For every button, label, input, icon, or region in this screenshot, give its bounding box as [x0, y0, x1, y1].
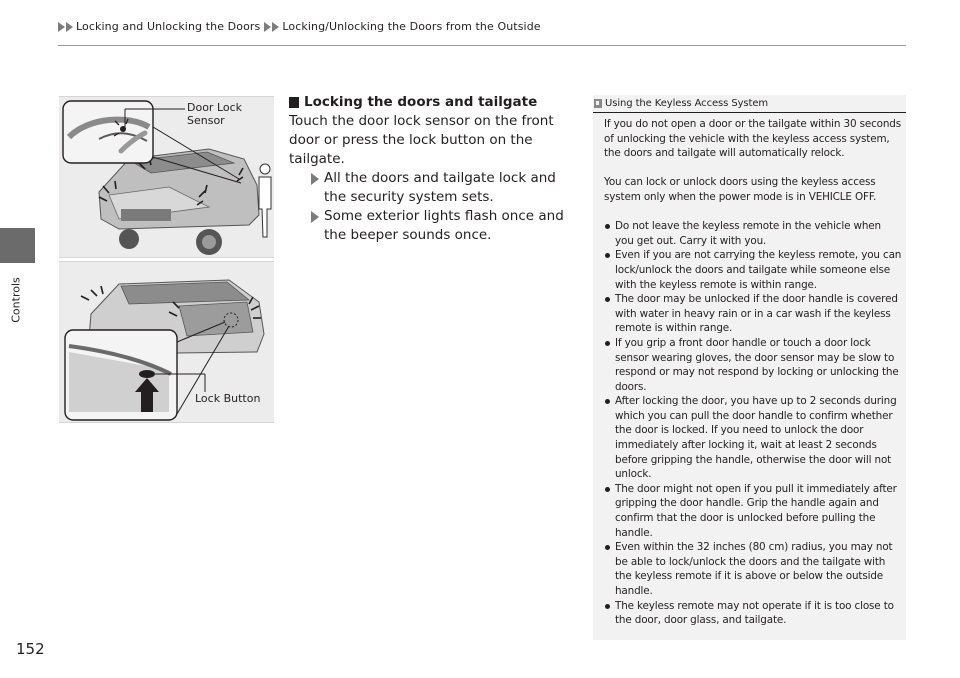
note-paragraph: If you do not open a door or the tailgate within 30 seconds of unlocking the vehicle with the keyless access system, the doors and tailgate will automatically relock.: [604, 118, 901, 160]
page-number: 152: [16, 640, 45, 658]
lock-button-illustration: [59, 261, 274, 423]
section-heading-text: Locking the doors and tailgate: [304, 94, 538, 110]
breadcrumb-link-subsection[interactable]: Locking/Unlocking the Doors from the Outside: [282, 20, 541, 33]
door-lock-sensor-label: Door Lock Sensor: [187, 101, 243, 127]
breadcrumb-arrow-icon: [58, 22, 65, 32]
result-arrow-icon: [311, 211, 319, 223]
note-bullet: Even if you are not carrying the keyless remote, you can lock/unlock the doors and tailgate while someone else with the keyless remote is within range.: [604, 248, 902, 292]
main-instructions: [289, 93, 579, 245]
note-title: Using the Keyless Access System: [605, 98, 769, 109]
note-bullet: If you grip a front door handle or touch a door lock sensor wearing gloves, the door sensor may be slow to respond or may not respond by locking or unlocking the doors.: [604, 336, 902, 394]
section-heading: [289, 93, 579, 112]
note-icon: [594, 99, 602, 108]
heading-square-icon: [289, 97, 299, 108]
note-bullet-list: [604, 219, 902, 628]
note-bullet: The door may be unlocked if the door handle is covered with water in heavy rain or in a car wash if the keyless remote is within range.: [604, 292, 902, 336]
result-item: [289, 207, 579, 245]
result-text: All the doors and tailgate lock and the security system sets.: [324, 170, 556, 205]
breadcrumb: [58, 20, 545, 33]
breadcrumb-arrow-icon: [66, 22, 73, 32]
result-text: Some exterior lights flash once and the beeper sounds once.: [324, 208, 564, 243]
chapter-tab-label: [5, 270, 27, 330]
chapter-label-text: Controls: [9, 277, 23, 323]
lock-button-label: Lock Button: [195, 392, 261, 405]
note-bullet: The door might not open if you pull it immediately after gripping the door handle. Grip the handle again and confirm that the door is unlocked before pulling the handle.: [604, 482, 902, 540]
instruction-text: Touch the door lock sensor on the front door or press the lock button on the tailgate.: [289, 113, 554, 167]
note-bullet: Even within the 32 inches (80 cm) radius, you may not be able to lock/unlock the doors and the tailgate with the keyless remote if it is above or below the outside handle.: [604, 540, 902, 598]
note-bullet: Do not leave the keyless remote in the vehicle when you get out. Carry it with you.: [604, 219, 902, 248]
note-header: [593, 95, 906, 113]
breadcrumb-link-section[interactable]: Locking and Unlocking the Doors: [76, 20, 261, 33]
door-lock-sensor-illustration: [59, 96, 274, 258]
note-bullet: The keyless remote may not operate if it is too close to the door, door glass, and tailgate.: [604, 599, 902, 628]
keyless-access-note: [593, 95, 906, 640]
breadcrumb-arrow-icon: [272, 22, 279, 32]
result-arrow-icon: [311, 173, 319, 185]
chapter-tab-marker: [0, 228, 35, 263]
breadcrumb-arrow-icon: [264, 22, 271, 32]
header-divider: [58, 45, 906, 46]
note-paragraph: You can lock or unlock doors using the keyless access system only when the power mode is in VEHICLE OFF.: [604, 176, 877, 203]
result-item: [289, 169, 579, 207]
note-body: [604, 117, 902, 628]
note-bullet: After locking the door, you have up to 2 seconds during which you can pull the door handle to confirm whether the door is locked. If you need to unlock the door immediately after locking it, wait at least 2 seconds before gripping the handle, otherwise the door will not unlock.: [604, 394, 902, 482]
